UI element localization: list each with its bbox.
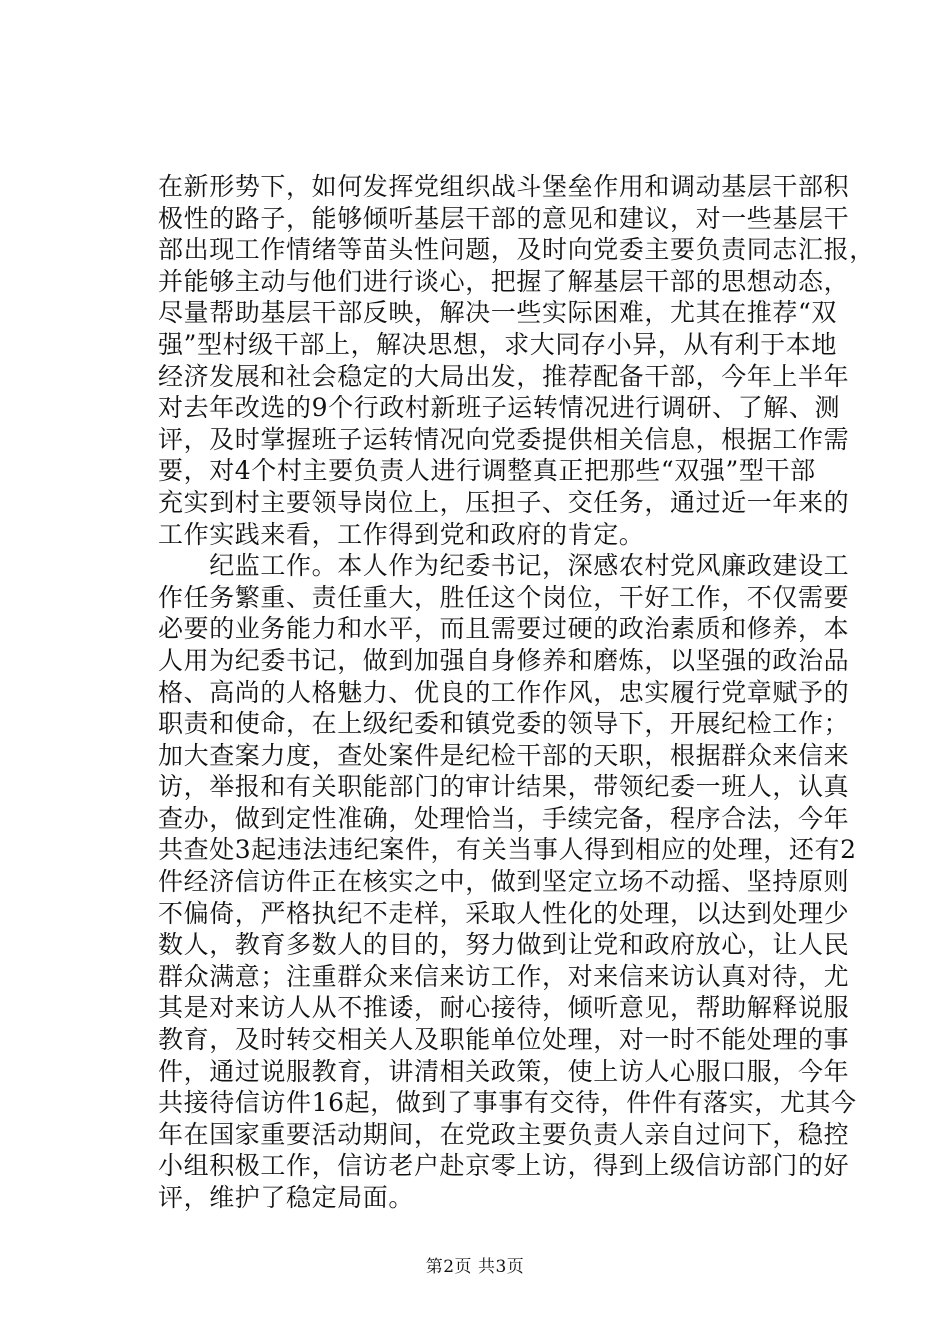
text-line: 对去年改选的9个行政村新班子运转情况进行调研、了解、测 (158, 393, 841, 423)
text-line: 部出现工作情绪等苗头性问题，及时向党委主要负责同志汇报， (158, 235, 875, 265)
text-line: 共接待信访件16起，做到了事事有交待，件件有落实，尤其今 (158, 1088, 857, 1118)
text-line: 职责和使命，在上级纪委和镇党委的领导下，开展纪检工作； (158, 709, 850, 739)
text-line: 强”型村级干部上，解决思想，求大同存小异，从有利于本地 (158, 329, 837, 359)
text-line: 访，举报和有关职能部门的审计结果，带领纪委一班人，认真 (158, 772, 850, 802)
text-line: 评，及时掌握班子运转情况向党委提供相关信息，根据工作需 (158, 424, 850, 454)
text-line: 评，维护了稳定局面。 (158, 1183, 415, 1212)
text-line: 并能够主动与他们进行谈心，把握了解基层干部的思想动态， (158, 266, 850, 296)
text-line: 件，通过说服教育，讲清相关政策，使上访人心服口服，今年 (158, 1056, 850, 1086)
text-line: 经济发展和社会稳定的大局出发，推荐配备干部，今年上半年 (158, 361, 850, 391)
text-line: 件经济信访件正在核实之中，做到坚定立场不动摇、坚持原则 (158, 867, 850, 897)
text-line: 作任务繁重、责任重大，胜任这个岗位，干好工作，不仅需要 (158, 582, 850, 612)
text-line: 尽量帮助基层干部反映，解决一些实际困难，尤其在推荐“双 (158, 298, 837, 328)
text-line: 必要的业务能力和水平，而且需要过硬的政治素质和修养，本 (158, 614, 850, 644)
text-line: 人用为纪委书记，做到加强自身修养和磨炼，以坚强的政治品 (158, 645, 850, 675)
text-line: 格、高尚的人格魅力、优良的工作作风，忠实履行党章赋予的 (158, 677, 850, 707)
text-line: 要，对4个村主要负责人进行调整真正把那些“双强”型干部 (158, 456, 816, 486)
text-line: 数人，教育多数人的目的，努力做到让党和政府放心，让人民 (158, 930, 850, 960)
text-line: 教育，及时转交相关人及职能单位处理，对一时不能处理的事 (158, 1025, 850, 1055)
page-footer: 第2页 共3页 (425, 1257, 525, 1277)
body-text (158, 171, 875, 1214)
text-line: 充实到村主要领导岗位上，压担子、交任务，通过近一年来的 (158, 487, 850, 517)
text-line: 共查处3起违法违纪案件，有关当事人得到相应的处理，还有2 (158, 835, 857, 865)
text-line: 加大查案力度，查处案件是纪检干部的天职，根据群众来信来 (158, 740, 850, 770)
text-line: 不偏倚，严格执纪不走样，采取人性化的处理，以达到处理少 (158, 898, 850, 928)
text-line: 其是对来访人从不推诿，耐心接待，倾听意见，帮助解释说服 (158, 993, 850, 1023)
text-line: 在新形势下，如何发挥党组织战斗堡垒作用和调动基层干部积 (158, 172, 850, 201)
text-line: 群众满意；注重群众来信来访工作，对来信来访认真对待，尤 (158, 961, 850, 991)
text-line: 查办，做到定性准确，处理恰当，手续完备，程序合法，今年 (158, 803, 850, 833)
text-line: 极性的路子，能够倾听基层干部的意见和建议，对一些基层干 (158, 203, 850, 233)
text-line: 小组积极工作，信访老户赴京零上访，得到上级信访部门的好 (158, 1151, 850, 1181)
text-line: 纪监工作。本人作为纪委书记，深感农村党风廉政建设工 (158, 551, 850, 581)
text-line: 年在国家重要活动期间，在党政主要负责人亲自过问下，稳控 (158, 1119, 850, 1149)
text-line: 工作实践来看，工作得到党和政府的肯定。 (158, 519, 645, 549)
